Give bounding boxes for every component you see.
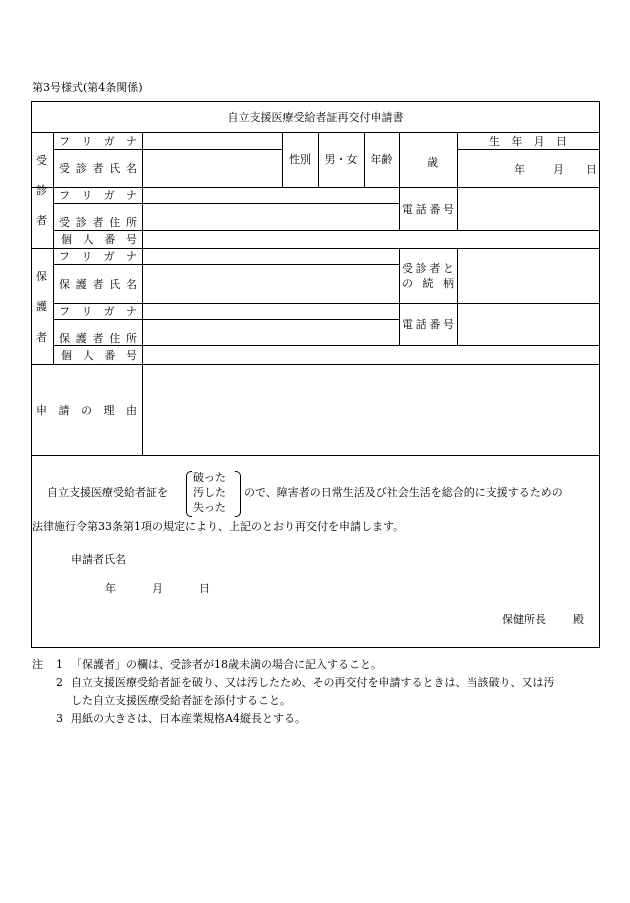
dob-input[interactable]: [458, 150, 599, 187]
guardian-address-furigana-input[interactable]: [143, 304, 399, 319]
guardian-address-input[interactable]: [143, 320, 399, 345]
option-lost[interactable]: 失った: [193, 501, 226, 514]
guardian-address-label: 保 護 者 住 所: [59, 332, 137, 345]
guardian-id-label: 個 人 番 号: [61, 349, 137, 362]
patient-group-label-2: 診: [36, 184, 47, 197]
relation-input[interactable]: [458, 249, 599, 303]
guardian-group-label-2: 護: [36, 300, 47, 313]
relation-label-line2: の 続 柄: [402, 277, 454, 290]
guardian-furigana-label: フ リ ガ ナ: [59, 250, 137, 263]
patient-group-label-3: 者: [36, 214, 47, 227]
patient-name-label: 受 診 者 氏 名: [59, 162, 137, 175]
relation-label-line1: 受 診 者 と: [402, 262, 454, 275]
guardian-phone-input[interactable]: [458, 304, 599, 345]
statement-suffix: ので、障害者の日常生活及び社会生活を総合的に支援するための: [244, 486, 563, 499]
age-unit: 歳: [427, 156, 438, 169]
patient-furigana-label: フ リ ガ ナ: [59, 135, 137, 148]
patient-address-input[interactable]: [143, 204, 399, 230]
note-number: 1: [56, 658, 63, 671]
dob-month-unit: 月: [553, 163, 564, 176]
dob-day-unit: 日: [586, 163, 597, 176]
notes-label: 注: [32, 658, 43, 671]
right-bracket: [235, 471, 241, 517]
guardian-name-label: 保 護 者 氏 名: [59, 278, 137, 291]
form-title: 自立支援医療受給者証再交付申請書: [227, 111, 404, 124]
applicant-name-input[interactable]: [140, 550, 400, 568]
honorific: 殿: [573, 613, 584, 626]
note-text: 用紙の大きさは、日本産業規格A4縦長とする。: [71, 712, 306, 725]
guardian-furigana-input[interactable]: [143, 249, 399, 264]
note-number: 3: [56, 712, 63, 725]
patient-id-input[interactable]: [143, 231, 599, 248]
guardian-id-input[interactable]: [143, 346, 599, 364]
form-number: 第3号様式(第4条関係): [32, 81, 143, 94]
date-year-unit: 年: [105, 582, 116, 595]
date-day-unit: 日: [199, 582, 210, 595]
note-text: 自立支援医療受給者証を破り、又は汚したため、その再交付を申請するときは、当該破り、又は汚: [71, 676, 555, 689]
gender-options[interactable]: 男・女: [324, 153, 358, 166]
guardian-group-label-3: 者: [36, 331, 47, 344]
note-text-continued: した自立支援医療受給者証を添付すること。: [71, 694, 291, 707]
patient-address-furigana-input[interactable]: [143, 188, 399, 203]
patient-phone-input[interactable]: [458, 188, 599, 230]
age-input[interactable]: [400, 133, 457, 187]
patient-phone-label: 電 話 番 号: [402, 203, 454, 216]
patient-address-furigana-label: フ リ ガ ナ: [59, 189, 137, 202]
reason-label: 申 請 の 理 由: [36, 404, 137, 417]
option-broken[interactable]: 破った: [193, 471, 226, 484]
statement-prefix: 自立支援医療受給者証を: [47, 486, 168, 499]
note-text: 「保護者」の欄は、受診者が18歳未満の場合に記入すること。: [71, 658, 382, 671]
guardian-name-input[interactable]: [143, 265, 399, 303]
patient-name-input[interactable]: [143, 150, 282, 187]
patient-furigana-input[interactable]: [143, 133, 282, 149]
dob-year-unit: 年: [514, 163, 525, 176]
option-soiled[interactable]: 汚した: [193, 486, 226, 499]
dob-header: 生 年 月 日: [489, 135, 567, 148]
reason-input[interactable]: [143, 365, 599, 455]
guardian-address-furigana-label: フ リ ガ ナ: [59, 305, 137, 318]
note-number: 2: [56, 676, 63, 689]
gender-label: 性別: [289, 153, 311, 166]
addressee: 保健所長: [502, 613, 546, 626]
left-bracket: [186, 471, 192, 517]
guardian-group-label-1: 保: [36, 270, 47, 283]
age-label: 年齢: [370, 153, 393, 166]
date-month-unit: 月: [152, 582, 163, 595]
patient-address-label: 受 診 者 住 所: [59, 216, 137, 229]
applicant-name-label: 申請者氏名: [71, 553, 126, 566]
patient-id-label: 個 人 番 号: [61, 233, 137, 246]
patient-group-label-1: 受: [36, 154, 47, 167]
statement-line2: 法律施行令第33条第1項の規定により、上記のとおり再交付を申請します。: [32, 520, 405, 533]
guardian-phone-label: 電 話 番 号: [402, 318, 454, 331]
